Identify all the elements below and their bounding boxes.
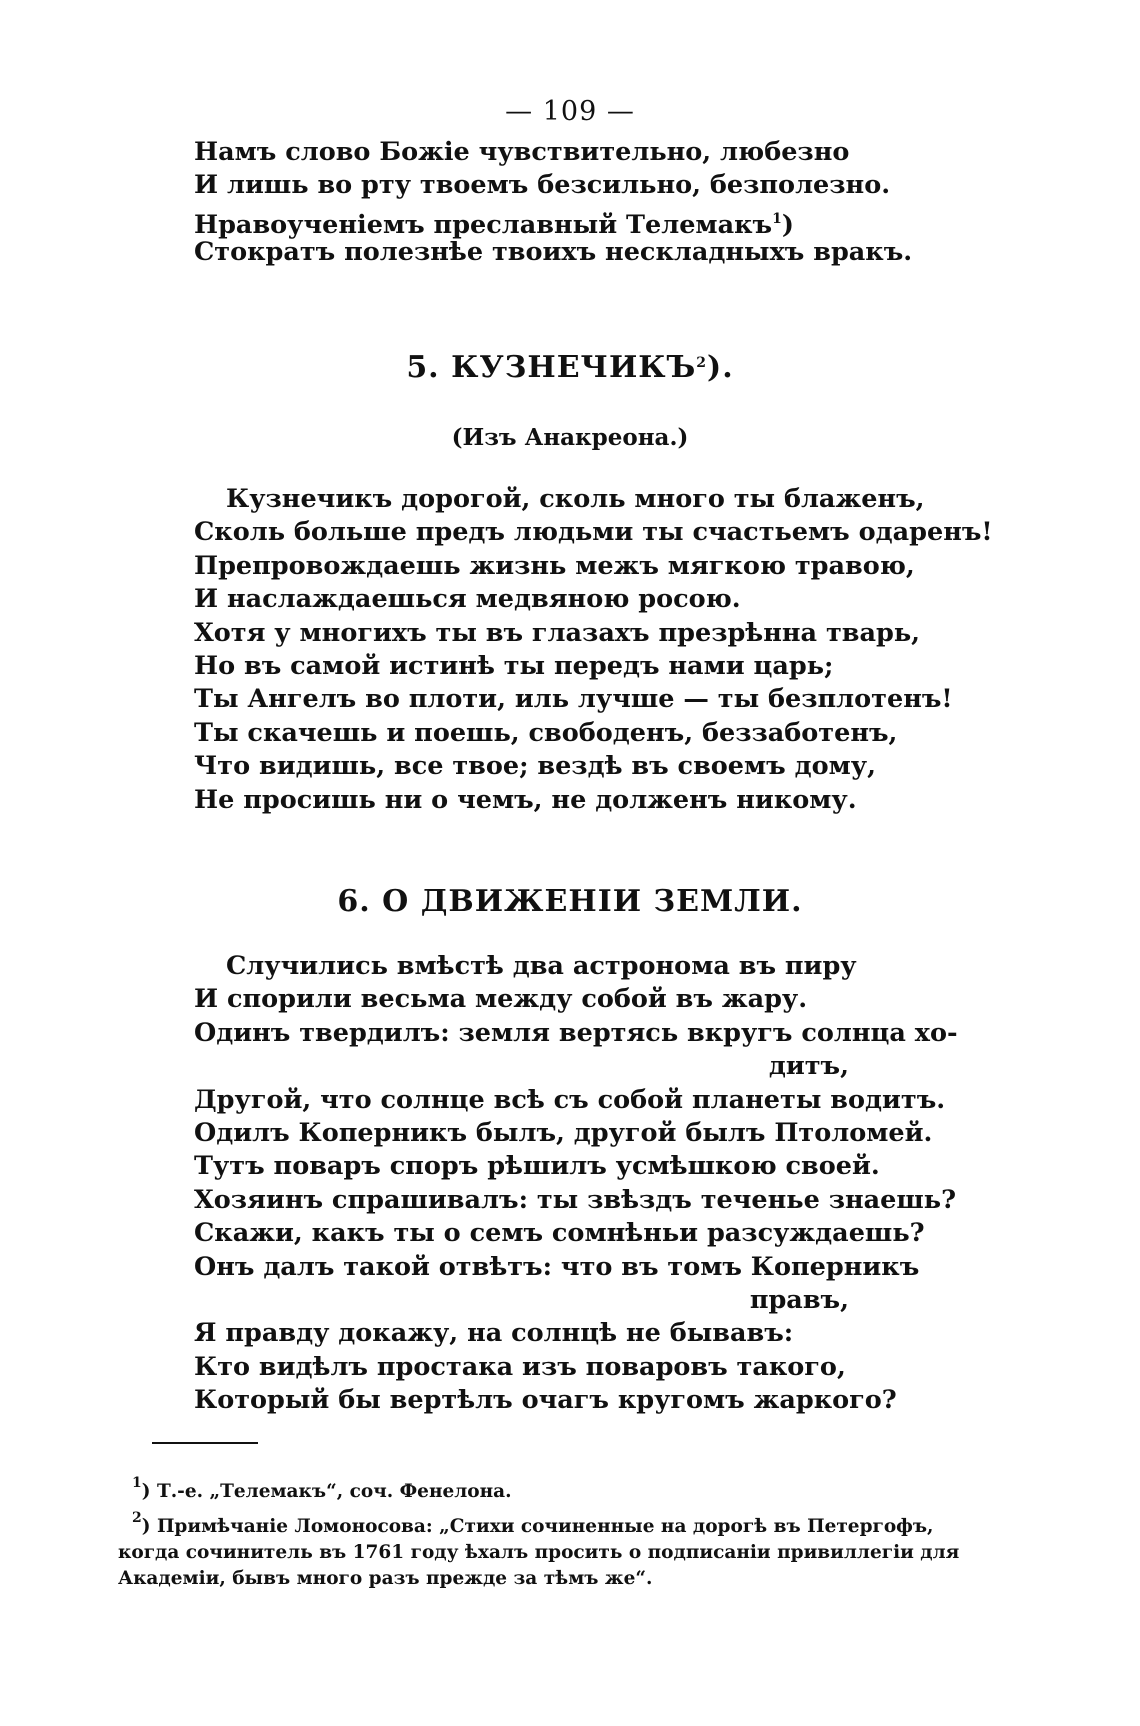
verse-line: Препровождаешь жизнь межъ мягкою травою, xyxy=(194,550,915,581)
footnote-mark: 1 xyxy=(132,1475,142,1491)
footnotes xyxy=(118,1470,960,1592)
verse-line: Скажи, какъ ты о семъ сомнѣньи разсуждаешь? xyxy=(194,1218,925,1249)
verse-line: Кто видѣлъ простака изъ поваровъ такого, xyxy=(194,1351,846,1382)
verse-line: Ты скачешь и поешь, свободенъ, беззаботенъ, xyxy=(194,717,898,748)
page-number: — 109 — xyxy=(505,96,635,127)
verse-line: Что видишь, все твое; вездѣ въ своемъ дому, xyxy=(194,751,876,782)
verse-line: Ты Ангелъ во плоти, иль лучше — ты безплотенъ! xyxy=(194,684,953,715)
section-6-title: 6. О ДВИЖЕНІИ ЗЕМЛИ. xyxy=(337,884,803,919)
verse-line: И лишь во рту твоемъ безсильно, безполезно. xyxy=(194,170,891,201)
verse-line: Я правду докажу, на солнцѣ не бывавъ: xyxy=(194,1318,794,1349)
verse-line: Который бы вертѣлъ очагъ кругомъ жаркого? xyxy=(194,1385,897,1416)
top-verse xyxy=(194,136,913,270)
footnote-text: ) Т.-е. „Телемакъ“, соч. Фенелона. xyxy=(141,1481,512,1502)
verse-line xyxy=(194,203,874,240)
footnote-continuation: когда сочинитель въ 1761 году ѣхалъ просить о подписаніи привиллегіи для xyxy=(118,1542,960,1563)
verse-line: Не просишь ни о чемъ, не долженъ никому. xyxy=(194,784,857,815)
verse-line-continuation: правъ, xyxy=(749,1284,849,1315)
footnote-continuation: Академіи, бывъ много разъ прежде за тѣмъ же“. xyxy=(118,1568,653,1589)
footnote xyxy=(118,1505,934,1540)
section-5-title xyxy=(0,350,1140,385)
section-6-poem xyxy=(194,950,958,1417)
footnote-mark: 2 xyxy=(132,1510,142,1526)
verse-line: Намъ слово Божіе чувствительно, любезно xyxy=(194,137,850,167)
section-5-poem xyxy=(194,483,993,817)
footnote xyxy=(118,1470,924,1505)
verse-line: Сколь больше предъ людьми ты счастьемъ одаренъ! xyxy=(194,517,993,548)
verse-line-continuation: дитъ, xyxy=(768,1051,849,1082)
footnote-ref: 1 xyxy=(772,210,782,227)
section-5-title-text: 5. КУЗНЕЧИКЪ xyxy=(406,350,697,385)
verse-line: И спорили весьма между собой въ жару. xyxy=(194,984,808,1015)
verse-line: Онъ далъ такой отвѣтъ: что въ томъ Коперникъ xyxy=(194,1251,920,1282)
verse-line: Тутъ поваръ споръ рѣшилъ усмѣшкою своей. xyxy=(194,1151,880,1182)
verse-line: Стократъ полезнѣе твоихъ нескладныхъ вракъ. xyxy=(194,237,913,268)
verse-line: Другой, что солнце всѣ съ собой планеты водитъ. xyxy=(194,1084,946,1115)
footnote-text: ) Примѣчаніе Ломоносова: „Стихи сочиненные на дорогѣ въ Петергофъ, xyxy=(141,1516,934,1537)
verse-line: И наслаждаешься медвяною росою. xyxy=(194,584,741,615)
verse-line: Но въ самой истинѣ ты передъ нами царь; xyxy=(194,650,834,681)
verse-line-text: Нравоученіемъ преславный Телемакъ xyxy=(194,209,773,240)
section-5-title-tail: ). xyxy=(707,350,734,385)
footnote-ref-tail: ) xyxy=(781,209,794,240)
verse-line: Кузнечикъ дорогой, сколь много ты блаженъ, xyxy=(226,484,925,514)
footnote-separator xyxy=(152,1442,258,1444)
verse-line: Хозяинъ спрашивалъ: ты звѣздъ теченье знаешь? xyxy=(194,1184,957,1215)
section-5-subtitle: (Изъ Анакреона.) xyxy=(451,424,689,451)
verse-line: Случились вмѣстѣ два астронома въ пиру xyxy=(226,951,857,981)
verse-line: Одилъ Коперникъ былъ, другой былъ Птоломей. xyxy=(194,1117,933,1148)
verse-line: Хотя у многихъ ты въ глазахъ презрѣнна тварь, xyxy=(194,617,921,648)
verse-line: Одинъ твердилъ: земля вертясь вкругъ солнца хо- xyxy=(194,1017,958,1048)
footnote-ref: 2 xyxy=(696,355,708,371)
